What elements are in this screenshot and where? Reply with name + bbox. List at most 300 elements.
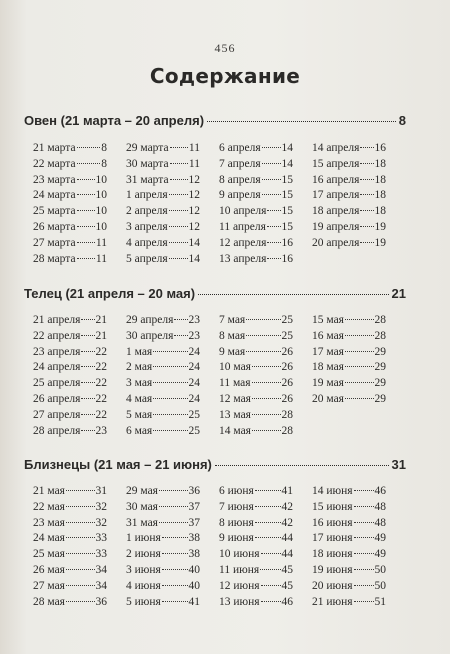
dot-leader [81, 430, 94, 431]
dot-leader [255, 537, 281, 538]
dot-leader [77, 163, 101, 164]
dot-leader [354, 522, 374, 523]
dot-leader [162, 553, 188, 554]
toc-entry [219, 501, 293, 517]
toc-entry [312, 532, 386, 548]
toc-column [312, 485, 386, 611]
entry-page: 12 [188, 220, 200, 233]
dot-leader [267, 210, 280, 211]
toc-entry [126, 409, 200, 425]
entry-date: 21 апреля [33, 314, 81, 326]
dot-leader [153, 366, 187, 367]
section-heading-gemini [24, 457, 406, 472]
entry-date: 20 июня [312, 579, 353, 592]
dot-leader [169, 210, 188, 211]
dot-leader [81, 335, 94, 336]
entry-date: 28 марта [33, 252, 76, 265]
toc-entry [126, 377, 200, 393]
entry-date: 13 июня [219, 595, 260, 608]
entry-date: 5 апреля [126, 252, 168, 265]
dot-leader [159, 490, 188, 491]
toc-entry [312, 361, 386, 377]
entry-page: 38 [188, 548, 200, 561]
entry-date: 26 мая [33, 563, 65, 576]
toc-entry [219, 142, 293, 158]
dot-leader [162, 585, 188, 586]
entry-page: 31 [95, 485, 107, 497]
toc-entry [219, 393, 293, 409]
entry-page: 34 [95, 579, 107, 592]
entry-page: 28 [374, 314, 386, 326]
toc-column [33, 314, 107, 440]
entry-date: 26 апреля [33, 392, 81, 405]
entry-page: 15 [281, 220, 293, 233]
entry-page: 25 [281, 314, 293, 326]
entry-page: 34 [95, 563, 107, 576]
dot-leader [170, 163, 188, 164]
toc-entry [312, 158, 386, 174]
dot-leader [66, 506, 95, 507]
entry-page: 33 [95, 548, 107, 561]
entry-page: 23 [95, 424, 107, 437]
toc-entry [126, 393, 200, 409]
entry-date: 13 апреля [219, 252, 267, 265]
dot-leader [77, 210, 95, 211]
entry-page: 45 [281, 563, 293, 576]
dot-leader [81, 366, 94, 367]
dot-leader [360, 210, 373, 211]
entry-date: 12 апреля [219, 236, 267, 249]
entry-date: 22 мая [33, 500, 65, 513]
entry-date: 11 июня [219, 563, 260, 576]
toc-entry [126, 174, 200, 190]
toc-entry [312, 517, 386, 533]
entry-page: 19 [374, 220, 386, 233]
entry-page: 46 [281, 595, 293, 608]
toc-entry [33, 393, 107, 409]
entry-date: 12 июня [219, 579, 260, 592]
entry-page: 25 [188, 408, 200, 421]
toc-entry [126, 205, 200, 221]
entry-date: 27 апреля [33, 408, 81, 421]
entry-date: 9 мая [219, 345, 246, 358]
entry-page: 24 [188, 361, 200, 374]
toc-entry [219, 532, 293, 548]
dot-leader [345, 366, 374, 367]
dot-leader [169, 258, 188, 259]
toc-entry [219, 485, 293, 501]
entry-date: 18 июня [312, 548, 353, 561]
entry-page: 10 [95, 220, 107, 233]
entry-date: 14 мая [219, 424, 251, 437]
entry-date: 6 мая [126, 424, 153, 437]
toc-entry [219, 409, 293, 425]
entry-page: 29 [374, 345, 386, 358]
dot-leader [252, 366, 281, 367]
toc-entry [312, 174, 386, 190]
toc-entry [126, 330, 200, 346]
toc-entry [312, 237, 386, 253]
toc-entry [126, 314, 200, 330]
toc-column [219, 142, 293, 268]
toc-entry [126, 253, 200, 269]
dot-leader [153, 414, 187, 415]
entry-date: 30 мая [126, 500, 158, 513]
dot-leader [81, 319, 94, 320]
dot-leader [174, 335, 187, 336]
entry-page: 8 [101, 157, 107, 170]
toc-entry [219, 596, 293, 612]
entry-date: 16 мая [312, 329, 344, 342]
dot-leader [77, 226, 95, 227]
dot-leader [360, 147, 373, 148]
entry-page: 12 [188, 173, 200, 186]
dot-leader [169, 226, 188, 227]
dot-leader [354, 553, 374, 554]
dot-leader [354, 569, 374, 570]
entry-page: 22 [95, 392, 107, 405]
dot-leader [153, 351, 187, 352]
entry-date: 6 апреля [219, 142, 261, 154]
entry-page: 36 [95, 595, 107, 608]
entry-page: 11 [95, 236, 107, 249]
entry-date: 10 мая [219, 361, 251, 374]
toc-entry [33, 517, 107, 533]
dot-leader [261, 553, 281, 554]
dot-leader [159, 506, 188, 507]
toc-entry [126, 221, 200, 237]
toc-entry [33, 425, 107, 441]
entry-page: 22 [95, 377, 107, 390]
dot-leader [170, 147, 188, 148]
dot-leader [153, 382, 187, 383]
dot-leader [77, 179, 95, 180]
entry-date: 16 июня [312, 516, 353, 529]
dot-leader [354, 506, 374, 507]
dot-leader [345, 398, 374, 399]
dot-leader [81, 382, 94, 383]
toc-entry [33, 377, 107, 393]
entry-date: 10 июня [219, 548, 260, 561]
entry-page: 42 [281, 516, 293, 529]
dot-leader [262, 194, 281, 195]
toc-entry [33, 189, 107, 205]
entry-date: 19 июня [312, 563, 353, 576]
entry-date: 11 мая [219, 377, 251, 390]
dot-leader [215, 465, 389, 466]
entry-page: 22 [95, 408, 107, 421]
dot-leader [255, 522, 281, 523]
dot-leader [66, 537, 95, 538]
toc-entry [312, 564, 386, 580]
section-page: 31 [391, 457, 406, 472]
entry-date: 15 апреля [312, 157, 360, 170]
toc-entry [219, 346, 293, 362]
toc-entry [33, 314, 107, 330]
toc-entry [33, 253, 107, 269]
dot-leader [77, 258, 95, 259]
entry-page: 45 [281, 579, 293, 592]
dot-leader [267, 242, 280, 243]
entry-date: 18 мая [312, 361, 344, 374]
dot-leader [170, 179, 188, 180]
toc-entry [219, 158, 293, 174]
dot-leader [354, 490, 374, 491]
dot-leader [162, 601, 188, 602]
entry-date: 1 апреля [126, 189, 168, 202]
dot-leader [354, 537, 374, 538]
entry-page: 29 [374, 377, 386, 390]
toc-entry [312, 205, 386, 221]
entry-date: 29 мая [126, 485, 158, 497]
toc-entry [219, 189, 293, 205]
entry-date: 19 мая [312, 377, 344, 390]
toc-column [219, 314, 293, 440]
entry-date: 7 мая [219, 314, 246, 326]
entry-date: 18 апреля [312, 205, 360, 218]
entry-page: 16 [374, 142, 386, 154]
entry-date: 24 мая [33, 532, 65, 545]
dot-leader [66, 601, 95, 602]
entry-date: 4 апреля [126, 236, 168, 249]
dot-leader [252, 398, 281, 399]
dot-leader [261, 585, 281, 586]
entry-page: 24 [188, 392, 200, 405]
entry-date: 21 марта [33, 142, 76, 154]
dot-leader [267, 226, 281, 227]
section-page: 8 [398, 113, 406, 128]
toc-entry [33, 501, 107, 517]
toc-entry [312, 189, 386, 205]
section-heading-aries [24, 113, 406, 128]
entry-page: 22 [95, 361, 107, 374]
entry-date: 14 апреля [312, 142, 360, 154]
entry-date: 17 апреля [312, 189, 360, 202]
dot-leader [360, 163, 373, 164]
dot-leader [66, 522, 95, 523]
entry-date: 2 апреля [126, 205, 168, 218]
entry-date: 20 апреля [312, 236, 360, 249]
entry-page: 28 [281, 424, 293, 437]
entry-date: 23 апреля [33, 345, 81, 358]
toc-entry [33, 158, 107, 174]
dot-leader [354, 601, 374, 602]
entry-date: 29 апреля [126, 314, 174, 326]
entry-page: 10 [95, 173, 107, 186]
dot-leader [262, 147, 281, 148]
entry-date: 31 мая [126, 516, 158, 529]
toc-entry [312, 221, 386, 237]
entry-page: 21 [95, 329, 107, 342]
entry-date: 8 апреля [219, 173, 261, 186]
entry-page: 36 [188, 485, 200, 497]
entry-date: 3 мая [126, 377, 153, 390]
toc-column [126, 142, 200, 268]
dot-leader [360, 226, 373, 227]
entry-page: 21 [95, 314, 107, 326]
dot-leader [81, 351, 94, 352]
toc-entry [126, 142, 200, 158]
toc-entry [126, 425, 200, 441]
entry-date: 30 марта [126, 157, 169, 170]
dot-leader [81, 414, 94, 415]
entry-date: 20 мая [312, 392, 344, 405]
entry-page: 37 [188, 500, 200, 513]
entry-page: 29 [374, 392, 386, 405]
entry-date: 10 апреля [219, 205, 267, 218]
dot-leader [345, 351, 374, 352]
entry-page: 29 [374, 361, 386, 374]
entry-page: 40 [188, 563, 200, 576]
dot-leader [169, 194, 188, 195]
entry-date: 24 марта [33, 189, 76, 202]
dot-leader [360, 179, 373, 180]
toc-entry [219, 564, 293, 580]
entry-date: 17 мая [312, 345, 344, 358]
entry-date: 8 июня [219, 516, 254, 529]
toc-entry [219, 205, 293, 221]
entry-page: 24 [188, 345, 200, 358]
toc-entry [219, 517, 293, 533]
entry-date: 26 марта [33, 220, 76, 233]
toc-entry [33, 409, 107, 425]
toc-column [312, 314, 386, 440]
entry-date: 30 апреля [126, 329, 174, 342]
toc-entry [312, 330, 386, 346]
dot-leader [174, 319, 187, 320]
toc-column [33, 485, 107, 611]
toc-entry [219, 580, 293, 596]
toc-entry [126, 361, 200, 377]
entry-date: 25 мая [33, 548, 65, 561]
toc-entry [33, 346, 107, 362]
dot-leader [153, 430, 187, 431]
entry-page: 14 [188, 236, 200, 249]
entry-page: 10 [95, 205, 107, 218]
toc-entry [219, 221, 293, 237]
entry-page: 48 [374, 516, 386, 529]
toc-entry [126, 346, 200, 362]
entry-page: 51 [374, 595, 386, 608]
toc-entry [126, 564, 200, 580]
entry-date: 2 июня [126, 548, 161, 561]
toc-entry [312, 485, 386, 501]
toc-entry [126, 158, 200, 174]
entry-date: 11 апреля [219, 220, 266, 233]
entry-page: 38 [188, 532, 200, 545]
toc-entry [219, 425, 293, 441]
entry-page: 22 [95, 345, 107, 358]
entry-date: 21 мая [33, 485, 65, 497]
entry-date: 1 мая [126, 345, 153, 358]
entry-date: 3 апреля [126, 220, 168, 233]
toc-entry [33, 330, 107, 346]
section-title: Овен (21 марта – 20 апреля) [24, 113, 205, 128]
toc-entry [126, 501, 200, 517]
toc-entry [312, 580, 386, 596]
dot-leader [162, 569, 188, 570]
toc-entry [126, 237, 200, 253]
entry-date: 21 июня [312, 595, 353, 608]
entry-date: 23 мая [33, 516, 65, 529]
toc-entry [219, 548, 293, 564]
entry-page: 12 [188, 205, 200, 218]
entry-date: 1 июня [126, 532, 161, 545]
dot-leader [66, 585, 95, 586]
entry-page: 49 [374, 532, 386, 545]
dot-leader [66, 569, 95, 570]
toc-entry [33, 596, 107, 612]
entry-page: 25 [281, 329, 293, 342]
entry-page: 15 [281, 205, 293, 218]
dot-leader [252, 414, 281, 415]
entry-page: 15 [281, 173, 293, 186]
dot-leader [207, 121, 396, 122]
dot-leader [360, 194, 373, 195]
entry-page: 10 [95, 189, 107, 202]
entry-date: 9 июня [219, 532, 254, 545]
toc-entry [219, 330, 293, 346]
toc-entry [33, 548, 107, 564]
toc-entry [219, 377, 293, 393]
toc-entry [312, 501, 386, 517]
entry-page: 32 [95, 516, 107, 529]
dot-leader [159, 522, 188, 523]
toc-entry [312, 596, 386, 612]
toc-entry [33, 361, 107, 377]
toc-column [312, 142, 386, 268]
dot-leader [262, 179, 281, 180]
entry-date: 5 мая [126, 408, 153, 421]
entry-page: 26 [281, 361, 293, 374]
entry-page: 14 [281, 142, 293, 154]
entry-date: 27 мая [33, 579, 65, 592]
dot-leader [77, 147, 101, 148]
section-page: 21 [391, 286, 406, 301]
entry-date: 15 июня [312, 500, 353, 513]
entry-page: 18 [374, 173, 386, 186]
toc-entry [219, 361, 293, 377]
entry-date: 9 апреля [219, 189, 261, 202]
dot-leader [66, 490, 95, 491]
dot-leader [153, 398, 187, 399]
entry-page: 48 [374, 500, 386, 513]
entry-date: 29 марта [126, 142, 169, 154]
entry-page: 44 [281, 532, 293, 545]
entry-date: 16 апреля [312, 173, 360, 186]
dot-leader [246, 335, 280, 336]
entry-page: 18 [374, 189, 386, 202]
entry-date: 6 июня [219, 485, 254, 497]
entry-date: 4 июня [126, 579, 161, 592]
entry-date: 2 мая [126, 361, 153, 374]
entry-date: 28 апреля [33, 424, 81, 437]
entry-page: 42 [281, 500, 293, 513]
entry-date: 15 мая [312, 314, 344, 326]
entry-date: 22 апреля [33, 329, 81, 342]
entry-page: 12 [188, 189, 200, 202]
entry-page: 16 [281, 236, 293, 249]
entry-date: 28 мая [33, 595, 65, 608]
dot-leader [252, 382, 281, 383]
dot-leader [354, 585, 374, 586]
entry-page: 46 [374, 485, 386, 497]
page-number: 456 [214, 41, 236, 55]
entry-date: 4 мая [126, 392, 153, 405]
dot-leader [81, 398, 94, 399]
entry-date: 8 мая [219, 329, 246, 342]
entry-page: 14 [188, 252, 200, 265]
